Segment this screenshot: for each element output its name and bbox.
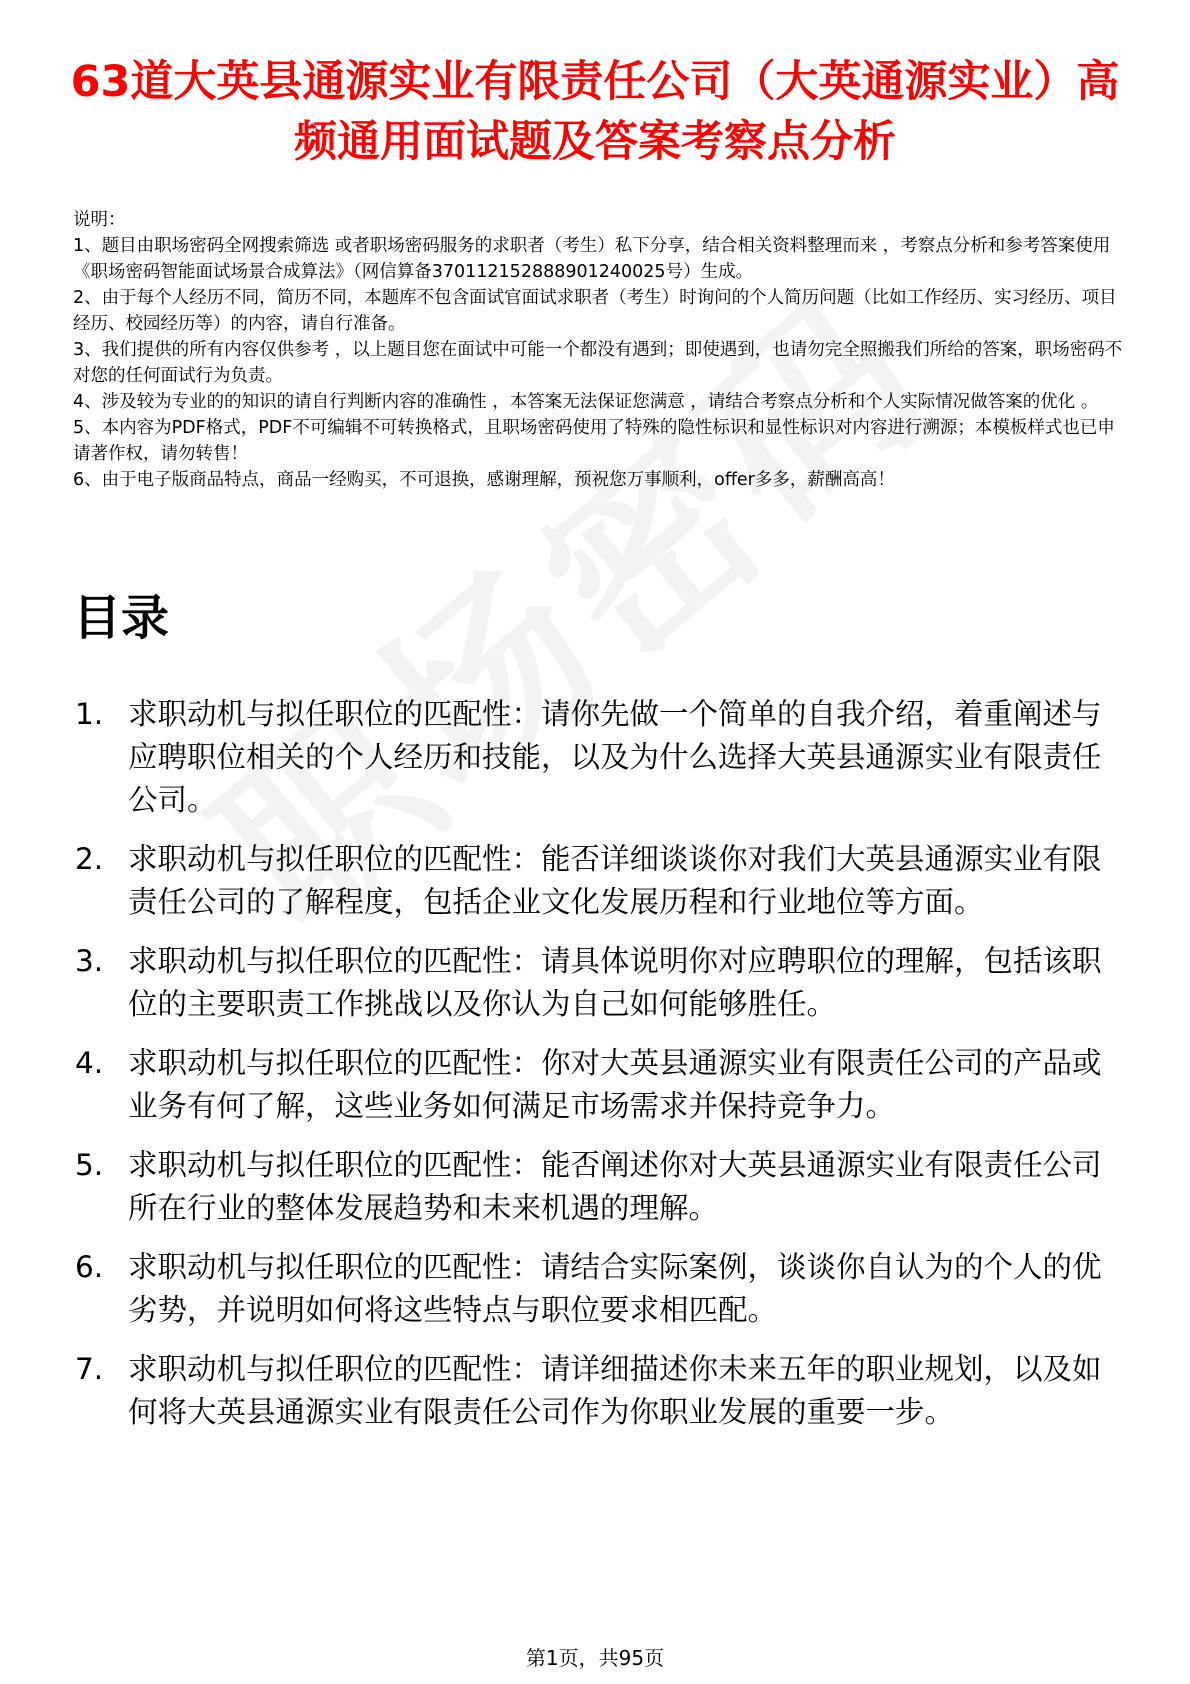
toc-item-number: 7.: [75, 1352, 104, 1386]
toc-item-text: 求职动机与拟任职位的匹配性：能否阐述你对大英县通源实业有限责任公司所在行业的整体发展趋势和未来机遇的理解。: [128, 1148, 1102, 1225]
toc-item-text: 求职动机与拟任职位的匹配性：能否详细谈谈你对我们大英县通源实业有限责任公司的了解程度，包括企业文化发展历程和行业地位等方面。: [128, 842, 1102, 919]
toc-item-text: 求职动机与拟任职位的匹配性：请具体说明你对应聘职位的理解，包括该职位的主要职责工作挑战以及你认为自己如何能够胜任。: [128, 944, 1102, 1021]
toc-item[interactable]: [73, 1144, 1123, 1230]
document-title: 63道大英县通源实业有限责任公司（大英通源实业）高频通用面试题及答案考察点分析: [70, 57, 1120, 167]
toc-item-number: 2.: [75, 842, 104, 876]
toc-item-text: 求职动机与拟任职位的匹配性：请结合实际案例，谈谈你自认为的个人的优劣势，并说明如何将这些特点与职位要求相匹配。: [128, 1250, 1102, 1327]
toc-item-number: 3.: [75, 944, 104, 978]
toc-item[interactable]: [73, 1246, 1123, 1332]
toc-heading: 目录: [73, 590, 170, 646]
toc-item[interactable]: [73, 1348, 1123, 1434]
note-item: 5、本内容为PDF格式，PDF不可编辑不可转换格式，且职场密码使用了特殊的隐性标识和显性标识对内容进行溯源；本模板样式也已申请著作权，请勿转售！: [73, 418, 1115, 464]
notes-section: [73, 207, 1123, 493]
toc-item[interactable]: [73, 693, 1123, 822]
toc-item-text: 求职动机与拟任职位的匹配性：请你先做一个简单的自我介绍，着重阐述与应聘职位相关的个人经历和技能，以及为什么选择大英县通源实业有限责任公司。: [128, 697, 1102, 817]
note-item: 1、题目由职场密码全网搜索筛选 或者职场密码服务的求职者（考生）私下分享，结合相关资料整理而来 ，考察点分析和参考答案使用《职场密码智能面试场景合成算法》（网信算备370112152888901240025号）生成。: [73, 236, 1111, 282]
note-item: 2、由于每个人经历不同，简历不同，本题库不包含面试官面试求职者（考生）时询问的个人简历问题（比如工作经历、实习经历、项目经历、校园经历等）的内容，请自行准备。: [73, 288, 1117, 334]
toc-item-text: 求职动机与拟任职位的匹配性：请详细描述你未来五年的职业规划，以及如何将大英县通源实业有限责任公司作为你职业发展的重要一步。: [128, 1352, 1102, 1429]
toc-item[interactable]: [73, 838, 1123, 924]
page-footer: 第1页，共95页: [525, 1646, 665, 1670]
note-item: 6、由于电子版商品特点，商品一经购买，不可退换，感谢理解，预祝您万事顺利，offer多多，薪酬高高！: [73, 470, 895, 490]
notes-heading: 说明：: [73, 210, 126, 230]
toc-item-text: 求职动机与拟任职位的匹配性：你对大英县通源实业有限责任公司的产品或业务有何了解，这些业务如何满足市场需求并保持竞争力。: [128, 1046, 1102, 1123]
note-item: 4、涉及较为专业的的知识的请自行判断内容的准确性 ，本答案无法保证您满意 ，请结合考察点分析和个人实际情况做答案的优化 。: [73, 392, 1099, 412]
toc-item-number: 1.: [75, 697, 104, 731]
toc-item-number: 6.: [75, 1250, 104, 1284]
toc-list: [73, 693, 1123, 1450]
toc-item-number: 5.: [75, 1148, 104, 1182]
note-item: 3、我们提供的所有内容仅供参考 ，以上题目您在面试中可能一个都没有遇到；即使遇到，也请勿完全照搬我们所给的答案，职场密码不对您的任何面试行为负责。: [73, 340, 1123, 386]
toc-item[interactable]: [73, 1042, 1123, 1128]
toc-item-number: 4.: [75, 1046, 104, 1080]
toc-item[interactable]: [73, 940, 1123, 1026]
